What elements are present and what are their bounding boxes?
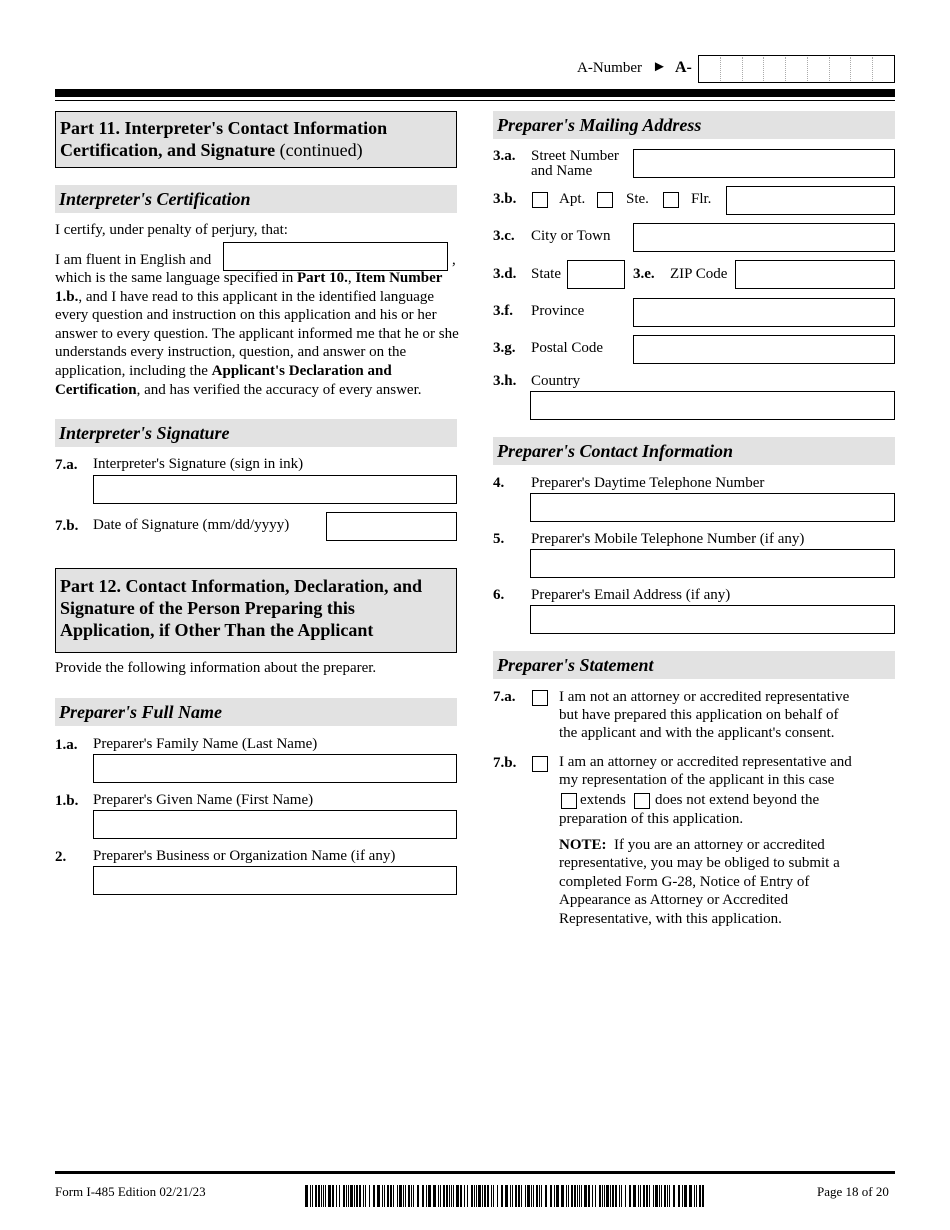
barcode-bar — [478, 1185, 481, 1207]
barcode-bar — [460, 1185, 462, 1207]
barcode-bar — [667, 1185, 668, 1207]
barcode-bar — [571, 1185, 573, 1207]
flr-checkbox[interactable] — [663, 192, 679, 208]
barcode-bar — [621, 1185, 622, 1207]
barcode-bar — [633, 1185, 636, 1207]
fluent-prefix: I am fluent in English and — [55, 252, 212, 268]
barcode-bar — [318, 1185, 320, 1207]
statement-7a-line3: the applicant and with the applicant's consent. — [559, 725, 835, 741]
item-1b-number: 1.b. — [55, 793, 79, 809]
not-attorney-checkbox[interactable] — [532, 690, 548, 706]
barcode-bar — [566, 1185, 567, 1207]
barcode-bar — [518, 1185, 520, 1207]
item-3a-number: 3.a. — [493, 148, 516, 164]
item-7a-label: Interpreter's Signature (sign in ink) — [93, 456, 304, 472]
preparer-business-name-input[interactable] — [93, 866, 457, 895]
certification-paragraph — [55, 269, 459, 399]
barcode-bar — [659, 1185, 660, 1207]
barcode-bar — [408, 1185, 410, 1207]
barcode-bar — [643, 1185, 645, 1207]
barcode-bar — [515, 1185, 517, 1207]
barcode-bar — [533, 1185, 534, 1207]
country-label: Country — [531, 373, 581, 389]
item-3h-number: 3.h. — [493, 373, 517, 389]
barcode-bar — [640, 1185, 641, 1207]
barcode-bar — [453, 1185, 454, 1207]
barcode-bar — [536, 1185, 538, 1207]
item-3b-number: 3.b. — [493, 191, 517, 207]
barcode-bar — [348, 1185, 349, 1207]
item-2-number: 2. — [55, 849, 67, 865]
mobile-phone-input[interactable] — [530, 549, 895, 578]
barcode-bar — [512, 1185, 513, 1207]
barcode-bar — [510, 1185, 511, 1207]
barcode-bar — [328, 1185, 331, 1207]
contact-info-heading: Preparer's Contact Information — [493, 437, 895, 465]
barcode-bar — [684, 1185, 687, 1207]
barcode-bar — [449, 1185, 450, 1207]
item-4-number: 4. — [493, 475, 505, 491]
does-not-extend-checkbox[interactable] — [634, 793, 650, 809]
barcode-bar — [612, 1185, 614, 1207]
item-3e-number: 3.e. — [633, 266, 655, 282]
barcode-bar — [413, 1185, 414, 1207]
ste-checkbox[interactable] — [597, 192, 613, 208]
barcode-bar — [497, 1185, 498, 1207]
footer-form-edition: Form I-485 Edition 02/21/23 — [55, 1184, 206, 1199]
note-line5: Representative, with this application. — [559, 911, 782, 927]
barcode-bar — [350, 1185, 353, 1207]
barcode-bar — [673, 1185, 675, 1207]
mailing-address-heading: Preparer's Mailing Address — [493, 111, 895, 139]
barcode-bar — [661, 1185, 662, 1207]
para-declaration: Applicant's Declaration and Certification — [55, 362, 392, 398]
barcode-bar — [310, 1185, 311, 1207]
barcode-bar — [545, 1185, 547, 1207]
barcode-bar — [584, 1185, 587, 1207]
note-line2: representative, you may be obliged to submit a — [559, 855, 840, 871]
barcode-bar — [356, 1185, 358, 1207]
barcode-bar — [456, 1185, 459, 1207]
barcode-bar — [568, 1185, 569, 1207]
email-input[interactable] — [530, 605, 895, 634]
barcode-bar — [422, 1185, 424, 1207]
barcode-bar — [336, 1185, 337, 1207]
barcode-bar — [321, 1185, 322, 1207]
barcode-bar — [343, 1185, 345, 1207]
zip-label: ZIP Code — [670, 266, 728, 282]
footer-page-number: Page 18 of 20 — [817, 1184, 889, 1199]
mobile-phone-label: Preparer's Mobile Telephone Number (if any) — [531, 531, 805, 547]
para-text-4: , and has verified the accuracy of every answer. — [136, 381, 422, 398]
statement-7b-line2: my representation of the applicant in this case — [559, 772, 835, 788]
barcode-bar — [443, 1185, 445, 1207]
item-7b-number: 7.b. — [55, 518, 79, 534]
state-label: State — [531, 266, 561, 282]
barcode-bar — [592, 1185, 593, 1207]
para-item-number: Item Number 1.b. — [55, 270, 443, 305]
daytime-phone-label: Preparer's Daytime Telephone Number — [531, 475, 765, 491]
barcode-bar — [315, 1185, 317, 1207]
barcode-bar — [365, 1185, 366, 1207]
para-text-3: , and I have read to this applicant in the identified language every question and instruction on this application and his or her answer to every question. The applicant informed me that he or she understands every instruction, question, and answer on the application, including the — [55, 288, 459, 379]
apt-label: Apt. — [559, 191, 586, 207]
barcode-bar — [577, 1185, 578, 1207]
attorney-checkbox[interactable] — [532, 756, 548, 772]
ste-label: Ste. — [626, 191, 649, 207]
barcode-bar — [599, 1185, 601, 1207]
barcode-bar — [629, 1185, 631, 1207]
barcode-bar — [312, 1185, 313, 1207]
province-input[interactable] — [633, 298, 895, 327]
unit-number-input[interactable] — [726, 186, 895, 215]
item-7a-number: 7.a. — [55, 457, 78, 473]
barcode-bar — [619, 1185, 620, 1207]
barcode-bar — [393, 1185, 394, 1207]
barcode-bar — [669, 1185, 670, 1207]
barcode-bar — [606, 1185, 609, 1207]
note-line1 — [559, 837, 825, 854]
barcode-bar — [501, 1185, 503, 1207]
barcode-bar — [696, 1185, 697, 1207]
interpreter-signature-input[interactable] — [93, 475, 457, 504]
preparer-given-name-input[interactable] — [93, 810, 457, 839]
barcode-bar — [664, 1185, 666, 1207]
note-label: NOTE: — [559, 837, 607, 853]
certify-text: I certify, under penalty of perjury, that: — [55, 222, 288, 238]
barcode-bar — [411, 1185, 412, 1207]
barcode — [305, 1185, 713, 1207]
item-7a-statement-number: 7.a. — [493, 689, 516, 705]
barcode-bar — [550, 1185, 552, 1207]
flr-label: Flr. — [691, 191, 712, 207]
city-label: City or Town — [531, 228, 611, 244]
barcode-bar — [305, 1185, 308, 1207]
barcode-bar — [588, 1185, 590, 1207]
part11-title: Part 11. Interpreter's Contact Information Certification, and Signature — [60, 118, 388, 160]
arrow-icon: ► — [652, 59, 667, 75]
barcode-bar — [579, 1185, 580, 1207]
item-3c-number: 3.c. — [493, 228, 515, 244]
interpreter-certification-heading: Interpreter's Certification — [55, 185, 457, 213]
barcode-bar — [467, 1185, 468, 1207]
email-label: Preparer's Email Address (if any) — [531, 587, 731, 603]
street-input[interactable] — [633, 149, 895, 178]
barcode-bar — [464, 1185, 465, 1207]
barcode-bar — [702, 1185, 704, 1207]
preparer-family-name-input[interactable] — [93, 754, 457, 783]
barcode-bar — [346, 1185, 347, 1207]
barcode-bar — [354, 1185, 355, 1207]
item-1b-label: Preparer's Given Name (First Name) — [93, 792, 314, 808]
barcode-bar — [471, 1185, 473, 1207]
street-label-line2: and Name — [531, 163, 593, 179]
barcode-bar — [446, 1185, 448, 1207]
part12-title-box: Part 12. Contact Information, Declaration, and Signature of the Person Preparing this Application, if Other Than the Applicant — [55, 568, 457, 653]
barcode-bar — [561, 1185, 564, 1207]
item-3d-number: 3.d. — [493, 266, 517, 282]
barcode-bar — [428, 1185, 431, 1207]
barcode-bar — [491, 1185, 492, 1207]
barcode-bar — [417, 1185, 419, 1207]
daytime-phone-input[interactable] — [530, 493, 895, 522]
barcode-bar — [527, 1185, 530, 1207]
street-label-line1: Street Number — [531, 148, 619, 164]
barcode-bar — [377, 1185, 380, 1207]
barcode-bar — [332, 1185, 334, 1207]
barcode-bar — [602, 1185, 603, 1207]
barcode-bar — [451, 1185, 452, 1207]
para-text-1: which is the same language specified in — [55, 270, 298, 286]
barcode-bar — [397, 1185, 398, 1207]
barcode-bar — [403, 1185, 404, 1207]
barcode-bar — [339, 1185, 340, 1207]
barcode-bar — [438, 1185, 439, 1207]
part11-title-box — [55, 111, 457, 168]
statement-7b-line4: preparation of this application. — [559, 811, 744, 827]
barcode-bar — [541, 1185, 542, 1207]
barcode-bar — [382, 1185, 383, 1207]
header-rule-thick — [55, 89, 895, 97]
barcode-bar — [521, 1185, 522, 1207]
barcode-bar — [646, 1185, 648, 1207]
para-text-2: , — [347, 270, 356, 286]
item-3g-number: 3.g. — [493, 340, 516, 356]
barcode-bar — [556, 1185, 559, 1207]
para-part10: Part 10. — [297, 270, 348, 286]
item-1a-label: Preparer's Family Name (Last Name) — [93, 736, 318, 752]
barcode-bar — [689, 1185, 692, 1207]
barcode-bar — [363, 1185, 364, 1207]
a-number-input[interactable] — [698, 55, 895, 83]
barcode-bar — [474, 1185, 475, 1207]
barcode-bar — [323, 1185, 324, 1207]
barcode-bar — [625, 1185, 626, 1207]
barcode-bar — [595, 1185, 596, 1207]
extends-checkbox[interactable] — [561, 793, 577, 809]
barcode-bar — [484, 1185, 486, 1207]
a-number-label: A-Number — [577, 60, 642, 76]
barcode-bar — [649, 1185, 650, 1207]
barcode-bar — [581, 1185, 582, 1207]
item-5-number: 5. — [493, 531, 505, 547]
barcode-bar — [699, 1185, 701, 1207]
barcode-bar — [426, 1185, 427, 1207]
barcode-bar — [655, 1185, 658, 1207]
item-7b-statement-number: 7.b. — [493, 755, 517, 771]
barcode-bar — [440, 1185, 441, 1207]
barcode-bar — [384, 1185, 385, 1207]
note-line4: Appearance as Attorney or Accredited — [559, 892, 789, 908]
barcode-bar — [539, 1185, 540, 1207]
item-1a-number: 1.a. — [55, 737, 78, 753]
barcode-bar — [390, 1185, 392, 1207]
state-input[interactable] — [567, 260, 625, 289]
barcode-bar — [505, 1185, 508, 1207]
footer-rule — [55, 1171, 895, 1174]
item-2-label: Preparer's Business or Organization Name (if any) — [93, 848, 396, 864]
postal-label: Postal Code — [531, 340, 604, 356]
statement-7b-line1: I am an attorney or accredited representative and — [559, 754, 852, 770]
note-line3: completed Form G-28, Notice of Entry of — [559, 874, 810, 890]
barcode-bar — [369, 1185, 370, 1207]
extends-label: extends — [580, 792, 626, 808]
barcode-bar — [615, 1185, 617, 1207]
barcode-bar — [653, 1185, 654, 1207]
barcode-bar — [405, 1185, 406, 1207]
country-input[interactable] — [530, 391, 895, 420]
header-rule-thin — [55, 100, 895, 101]
province-label: Province — [531, 303, 585, 319]
barcode-bar — [610, 1185, 611, 1207]
apt-checkbox[interactable] — [532, 192, 548, 208]
city-input[interactable] — [633, 223, 895, 252]
barcode-bar — [604, 1185, 605, 1207]
barcode-bar — [531, 1185, 532, 1207]
part12-intro: Provide the following information about the preparer. — [55, 660, 377, 676]
statement-7a-line2: but have prepared this application on behalf of — [559, 707, 839, 723]
barcode-bar — [678, 1185, 680, 1207]
barcode-bar — [325, 1185, 326, 1207]
part11-continued: (continued) — [279, 140, 363, 160]
barcode-bar — [638, 1185, 639, 1207]
barcode-bar — [574, 1185, 576, 1207]
barcode-bar — [493, 1185, 494, 1207]
zip-input[interactable] — [735, 260, 895, 289]
fluent-comma: , — [452, 252, 456, 268]
barcode-bar — [399, 1185, 402, 1207]
statement-7a-line1: I am not an attorney or accredited representative — [559, 689, 850, 705]
interpreter-signature-heading: Interpreter's Signature — [55, 419, 457, 447]
barcode-bar — [682, 1185, 683, 1207]
interpreter-date-input[interactable] — [326, 512, 457, 541]
language-input[interactable] — [223, 242, 448, 271]
barcode-bar — [373, 1185, 375, 1207]
preparer-statement-heading: Preparer's Statement — [493, 651, 895, 679]
postal-input[interactable] — [633, 335, 895, 364]
barcode-bar — [433, 1185, 436, 1207]
barcode-bar — [554, 1185, 555, 1207]
barcode-bar — [387, 1185, 389, 1207]
does-not-extend-label: does not extend beyond the — [655, 792, 820, 808]
item-7b-label: Date of Signature (mm/dd/yyyy) — [93, 517, 290, 533]
item-3f-number: 3.f. — [493, 303, 513, 319]
item-6-number: 6. — [493, 587, 505, 603]
note-text-1: If you are an attorney or accredited — [614, 837, 825, 853]
barcode-bar — [525, 1185, 526, 1207]
barcode-bar — [482, 1185, 483, 1207]
preparer-full-name-heading: Preparer's Full Name — [55, 698, 457, 726]
barcode-bar — [476, 1185, 477, 1207]
barcode-bar — [487, 1185, 489, 1207]
barcode-bar — [694, 1185, 695, 1207]
a-prefix: A- — [675, 59, 692, 76]
barcode-bar — [359, 1185, 361, 1207]
